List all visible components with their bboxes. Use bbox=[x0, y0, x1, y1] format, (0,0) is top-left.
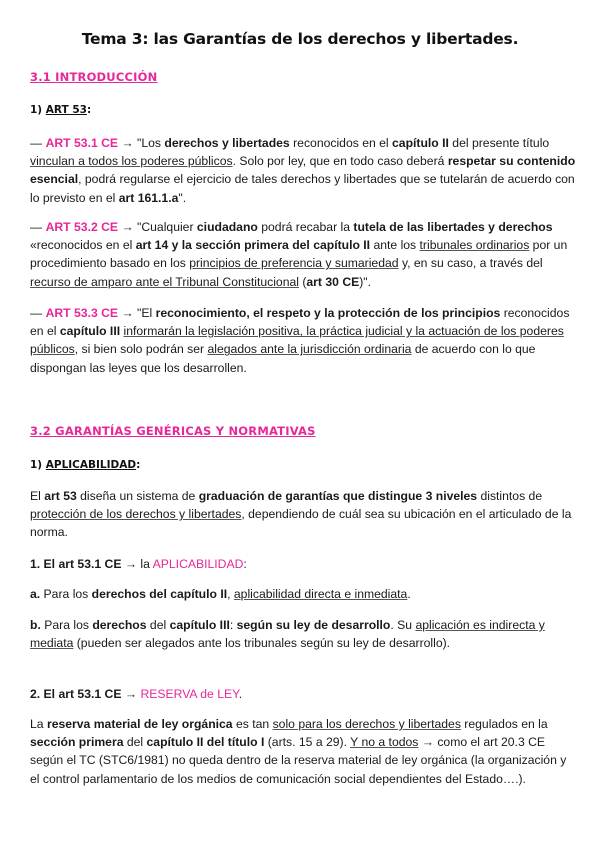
bold-text: tutela de las libertades y derechos bbox=[353, 220, 553, 234]
text: podrá recabar la bbox=[257, 220, 354, 234]
list-item-2 bbox=[30, 685, 576, 703]
list-item-a bbox=[30, 585, 576, 603]
bold-text: graduación de garantías que distingue 3 niveles bbox=[198, 489, 478, 503]
underlined-text: aplicabilidad directa e inmediata bbox=[233, 587, 408, 601]
item-number: 1. bbox=[30, 557, 41, 571]
bold-text: según su ley de desarrollo bbox=[236, 618, 391, 632]
text: . Solo por ley, que en todo caso deberá bbox=[232, 154, 448, 169]
bold-text: El art 53.1 CE bbox=[40, 557, 122, 571]
bold-text: art 30 CE bbox=[306, 274, 360, 289]
text: «reconocidos en el bbox=[30, 238, 136, 253]
bold-text: capítulo II bbox=[392, 136, 449, 150]
paragraph-art53-3 bbox=[30, 304, 576, 377]
text: ( bbox=[298, 274, 307, 289]
underlined-text: aplicación es indirecta y mediata bbox=[30, 618, 545, 651]
text: Para los bbox=[40, 587, 92, 601]
underlined-text: alegados ante la jurisdicción ordinaria bbox=[207, 342, 412, 357]
bold-text: art 53 bbox=[44, 489, 77, 503]
paragraph-art53-intro bbox=[30, 487, 576, 542]
text: )". bbox=[359, 274, 372, 289]
text: , dependiendo de cuál sea su ubicación en el articulado de la norma. bbox=[30, 507, 572, 540]
bold-text: derechos y libertades bbox=[164, 136, 290, 150]
article-ref: ART 53.3 CE bbox=[45, 306, 119, 320]
text: de acuerdo con lo que dispongan las leyes que los desarrollen. bbox=[30, 342, 536, 375]
text: → "Los bbox=[118, 136, 165, 150]
underlined-text: tribunales ordinarios bbox=[419, 238, 530, 253]
list-item-1 bbox=[30, 555, 576, 573]
text: distintos de bbox=[477, 489, 543, 503]
text: del bbox=[146, 618, 170, 632]
highlight-text: APLICABILIDAD bbox=[152, 557, 244, 571]
subheading-number: 1) bbox=[30, 104, 43, 116]
subheading-label: ART 53 bbox=[45, 104, 87, 116]
text: : bbox=[243, 557, 247, 571]
text: → la bbox=[121, 557, 153, 571]
item-letter: a. bbox=[30, 587, 41, 601]
text: → bbox=[121, 687, 141, 701]
underlined-text: recurso de amparo ante el Tribunal Constitucional bbox=[30, 274, 299, 289]
text: y, en su caso, a través del bbox=[398, 256, 543, 271]
bold-text: El art 53.1 CE bbox=[40, 687, 122, 701]
section-heading-introduccion: 3.1 INTRODUCCIÓN bbox=[30, 70, 158, 84]
item-number: 2. bbox=[30, 687, 41, 701]
underlined-text: Y no a todos bbox=[350, 735, 419, 750]
text: , bbox=[227, 587, 234, 601]
bold-text: ciudadano bbox=[196, 220, 258, 234]
section-heading-garantias: 3.2 GARANTÍAS GENÉRICAS Y NORMATIVAS bbox=[30, 424, 316, 438]
dash: — bbox=[30, 220, 46, 234]
list-item-b bbox=[30, 616, 576, 652]
text: , si bien solo podrán ser bbox=[74, 342, 208, 357]
bold-text: capítulo II del título I bbox=[146, 735, 265, 750]
text: ante los bbox=[370, 238, 420, 253]
bold-text: sección primera bbox=[30, 735, 124, 750]
text: . Su bbox=[390, 618, 416, 632]
underlined-text: informarán la legislación positiva, la práctica judicial y la actuación de los poderes públicos bbox=[30, 324, 564, 357]
page-title: Tema 3: las Garantías de los derechos y libertades. bbox=[81, 30, 519, 48]
subheading-number: 1) bbox=[30, 459, 43, 471]
text: reconocidos en el bbox=[30, 306, 570, 339]
item-letter: b. bbox=[30, 618, 41, 632]
text: Para los bbox=[40, 618, 93, 632]
text: , podrá regularse el ejercicio de tales derechos y libertades que se tutelarán de acuerdo con lo previsto en el bbox=[30, 172, 575, 205]
text: El bbox=[30, 489, 45, 503]
highlight-text: RESERVA de LEY bbox=[140, 687, 239, 701]
text: (arts. 15 a 29). bbox=[264, 735, 351, 750]
text: por un procedimiento basado en los bbox=[30, 238, 568, 271]
article-ref: ART 53.1 CE bbox=[45, 136, 119, 150]
bold-text: art 14 y la sección primera del capítulo II bbox=[135, 238, 371, 253]
article-ref: ART 53.2 CE bbox=[45, 220, 119, 234]
text: ". bbox=[178, 190, 187, 205]
bold-text: respetar su contenido esencial bbox=[30, 154, 576, 187]
bold-text: reconocimiento, el respeto y la protección de los principios bbox=[155, 306, 501, 320]
bold-text: capítulo III bbox=[169, 618, 230, 632]
subheading-colon: : bbox=[86, 104, 92, 116]
text: . bbox=[238, 687, 243, 701]
text: diseña un sistema de bbox=[76, 489, 199, 503]
paragraph-art53-2 bbox=[30, 218, 576, 291]
subheading-label: APLICABILIDAD bbox=[45, 459, 137, 471]
subheading-colon: : bbox=[136, 459, 141, 471]
bold-text: art 161.1.a bbox=[118, 190, 179, 205]
bold-text: derechos bbox=[92, 618, 147, 632]
bold-text: capítulo III bbox=[59, 324, 121, 339]
text: . bbox=[407, 587, 411, 601]
underlined-text: protección de los derechos y libertades bbox=[30, 507, 242, 522]
paragraph-reserva-ley bbox=[30, 715, 576, 788]
underlined-text: solo para los derechos y libertades bbox=[272, 717, 461, 731]
paragraph-art53-1 bbox=[30, 134, 576, 207]
text: → como el art 20.3 CE según el TC (STC6/1981) no queda dentro de la reserva material de ley orgánica (la organización y el control parlamentario de los medios de comunicación social dependientes del Estado….). bbox=[30, 735, 567, 786]
dash: — bbox=[30, 136, 46, 150]
text: regulados en la bbox=[460, 717, 548, 731]
text: del bbox=[123, 735, 147, 750]
text: La bbox=[30, 717, 47, 731]
text: → "Cualquier bbox=[118, 220, 197, 234]
bold-text: derechos del capítulo II bbox=[91, 587, 228, 601]
subheading-aplicabilidad bbox=[30, 459, 140, 471]
underlined-text: vinculan a todos los poderes públicos bbox=[30, 154, 233, 169]
text: → "El bbox=[118, 306, 156, 320]
text: es tan bbox=[232, 717, 273, 731]
text: (pueden ser alegados ante los tribunales según su ley de desarrollo). bbox=[73, 636, 451, 651]
text: : bbox=[229, 618, 237, 632]
text: del presente título bbox=[448, 136, 550, 150]
bold-text: reserva material de ley orgánica bbox=[46, 717, 233, 731]
subheading-art53 bbox=[30, 104, 91, 116]
text: reconocidos en el bbox=[289, 136, 393, 150]
underlined-text: principios de preferencia y sumariedad bbox=[189, 256, 399, 271]
dash: — bbox=[30, 306, 46, 320]
